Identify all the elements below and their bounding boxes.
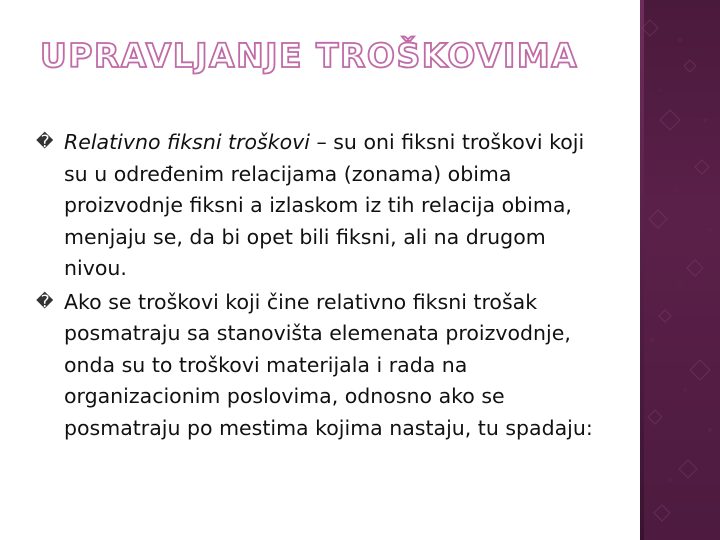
slide-body xyxy=(36,127,611,446)
bullet-marker-icon: � xyxy=(36,291,54,312)
panel-pattern-icon xyxy=(640,0,720,540)
decorative-side-panel xyxy=(640,0,720,540)
slide-title: UPRAVLJANJE TROŠKOVIMA xyxy=(40,36,579,75)
bullet-marker-icon: � xyxy=(36,132,54,152)
bullet-text: – su oni fiksni troškovi koji su u određenim relacijama (zonama) obima proizvodnje fiksni a izlaskom iz tih relacija obima, menjaju se, da bi opet bili fiksni, ali na drugom nivou. xyxy=(64,130,585,280)
bullet-item xyxy=(36,287,611,445)
bullet-item xyxy=(36,127,611,285)
bullet-text: Ako se troškovi koji čine relativno fiksni trošak posmatraju sa stanovišta elemenata proizvodnje, onda su to troškovi materijala i rada na organizacionim poslovima, odnosno ako se posmatraju po mestima kojima nastaju, tu spadaju: xyxy=(64,289,593,440)
bullet-emphasis: Relativno fiksni troškovi xyxy=(64,130,310,154)
